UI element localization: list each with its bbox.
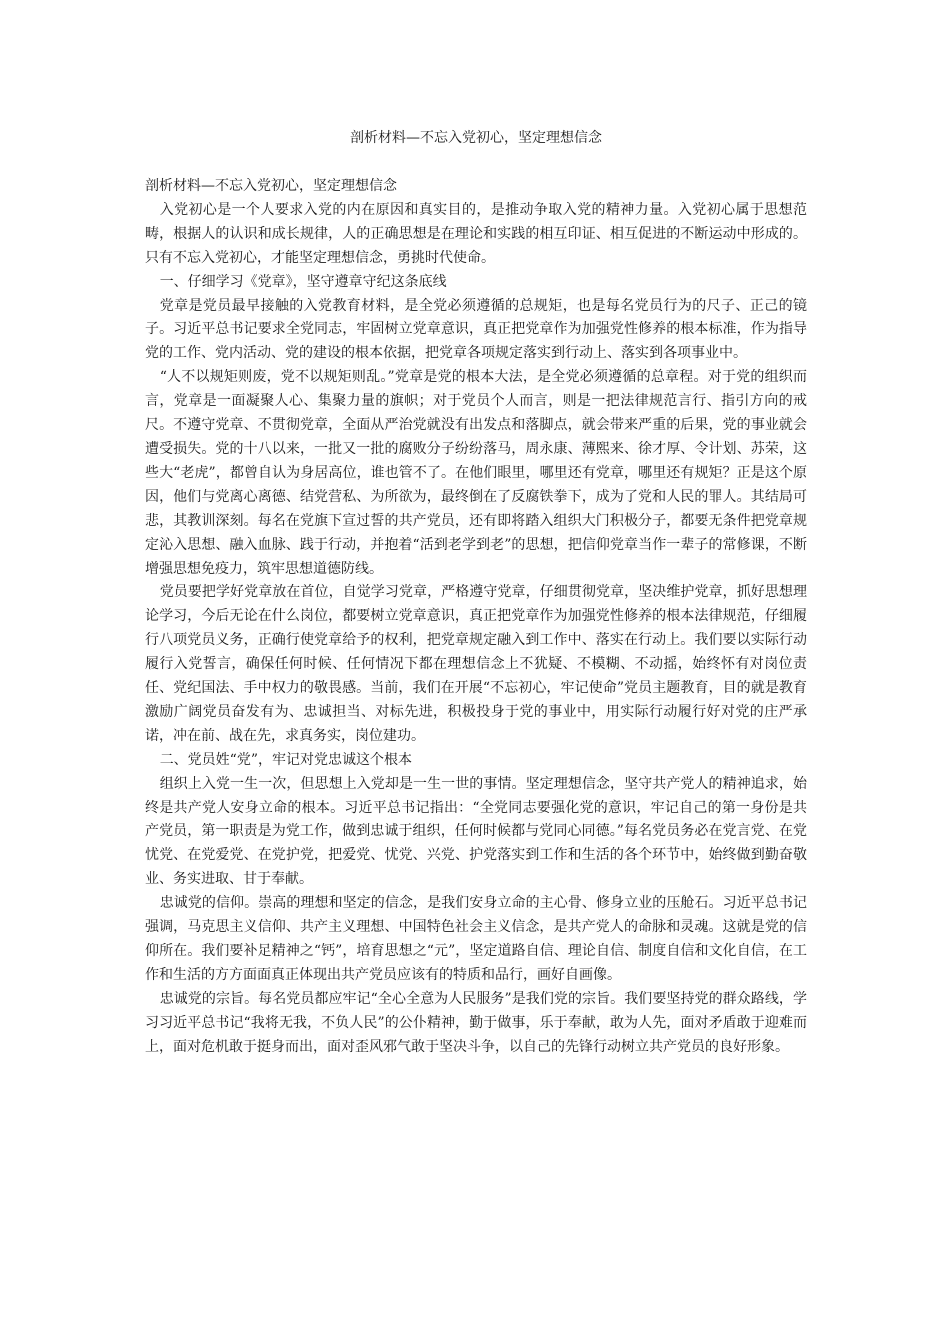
paragraph: 组织上入党一生一次，但思想上入党却是一生一世的事情。坚定理想信念，坚守共产党人的精神追求，始终是共产党人安身立命的根本。习近平总书记指出：“全党同志要强化党的意识，牢记自己的第一身份是共产党员，第一职责是为党工作，做到忠诚于组织，任何时候都与党同心同德。”每名党员务必在党言党、在党忧党、在党爱党、在党护党，把爱党、忧党、兴党、护党落实到工作和生活的各个环节中，始终做到勤奋敬业、务实进取、甘于奉献。 <box>145 775 807 888</box>
paragraph-intro: 入党初心是一个人要求入党的内在原因和真实目的，是推动争取入党的精神力量。入党初心属于思想范畴，根据人的认识和成长规律，人的正确思想是在理论和实践的相互印证、相互促进的不断运动中形成的。只有不忘入党初心，才能坚定理想信念，勇挑时代使命。 <box>145 201 807 266</box>
paragraph: 忠诚党的信仰。崇高的理想和坚定的信念，是我们安身立命的主心骨、修身立业的压舱石。习近平总书记强调，马克思主义信仰、共产主义理想、中国特色社会主义信念，是共产党人的命脉和灵魂。这就是党的信仰所在。我们要补足精神之“钙”，培育思想之“元”，坚定道路自信、理论自信、制度自信和文化自信，在工作和生活的方方面面真正体现出共产党员应该有的特质和品行，画好自画像。 <box>145 895 807 983</box>
document-body <box>145 175 807 1060</box>
paragraph: “人不以规矩则废，党不以规矩则乱。”党章是党的根本大法，是全党必须遵循的总章程。对于党的组织而言，党章是一面凝聚人心、集聚力量的旗帜；对于党员个人而言，则是一把法律规范言行、指引方向的戒尺。不遵守党章、不贯彻党章，全面从严治党就没有出发点和落脚点，就会带来严重的后果，党的事业就会遭受损失。党的十八以来，一批又一批的腐败分子纷纷落马，周永康、薄熙来、徐才厚、令计划、苏荣，这些大“老虎”，都曾自认为身居高位，谁也管不了。在他们眼里，哪里还有党章，哪里还有规矩？正是这个原因，他们与党离心离德、结党营私、为所欲为，最终倒在了反腐铁拳下，成为了党和人民的罪人。其结局可悲，其教训深刻。每名在党旗下宣过誓的共产党员，还有即将踏入组织大门积极分子，都要无条件把党章规定沁入思想、融入血脉、践于行动，并抱着“活到老学到老”的思想，把信仰党章当作一辈子的常修课，不断增强思想免疫力，筑牢思想道德防线。 <box>145 369 807 577</box>
subtitle-line: 剖析材料—不忘入党初心，坚定理想信念 <box>145 178 397 194</box>
paragraph: 党章是党员最早接触的入党教育材料，是全党必须遵循的总规矩，也是每名党员行为的尺子、正己的镜子。习近平总书记要求全党同志，牢固树立党章意识，真正把党章作为加强党性修养的根本标准，作为指导党的工作、党内活动、党的建设的根本依据，把党章各项规定落实到行动上、落实到各项事业中。 <box>145 297 807 362</box>
section-heading-1: 一、仔细学习《党章》，坚守遵章守纪这条底线 <box>159 273 447 290</box>
section-heading-2: 二、党员姓“党”，牢记对党忠诚这个根本 <box>159 751 413 768</box>
document-title: 剖析材料—不忘入党初心，坚定理想信念 <box>350 130 602 146</box>
paragraph: 党员要把学好党章放在首位，自觉学习党章，严格遵守党章，仔细贯彻党章，坚决维护党章，抓好思想理论学习，今后无论在什么岗位，都要树立党章意识，真正把党章作为加强党性修养的根本法律规范，仔细履行八项党员义务，正确行使党章给予的权利，把党章规定融入到工作中、落实在行动上。我们要以实际行动履行入党誓言，确保任何时候、任何情况下都在理想信念上不犹疑、不模糊、不动摇，始终怀有对岗位责任、党纪国法、手中权力的敬畏感。当前，我们在开展“不忘初心，牢记使命”党员主题教育，目的就是教育激励广阔党员奋发有为、忠诚担当、对标先进，积极投身于党的事业中，用实际行动履行好对党的庄严承诺，冲在前、战在先，求真务实，岗位建功。 <box>145 584 807 744</box>
paragraph: 忠诚党的宗旨。每名党员都应牢记“全心全意为人民服务”是我们党的宗旨。我们要坚持党的群众路线，学习习近平总书记“我将无我，不负人民”的公仆精神，勤于做事，乐于奉献，敢为人先，面对矛盾敢于迎难而上，面对危机敢于挺身而出，面对歪风邪气敢于坚决斗争，以自己的先锋行动树立共产党员的良好形象。 <box>145 990 807 1055</box>
